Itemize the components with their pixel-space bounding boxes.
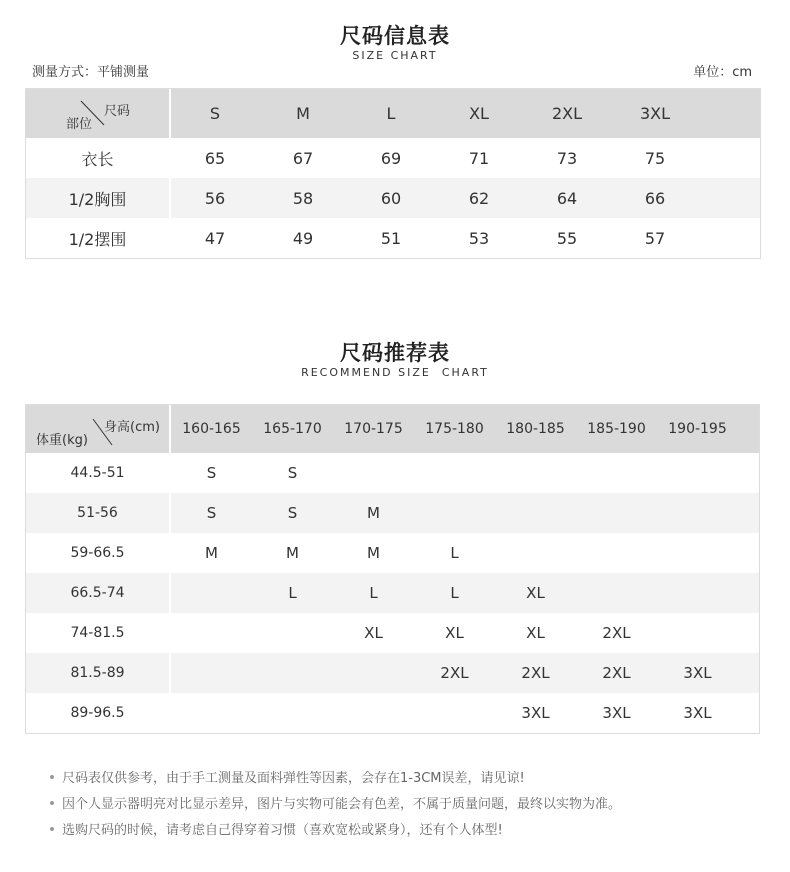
table-cell xyxy=(414,693,495,733)
table-cell xyxy=(657,453,738,493)
corner-top-label: 尺码 xyxy=(104,104,131,119)
table-cell: M xyxy=(205,544,218,562)
note-item xyxy=(50,822,621,848)
row-label: 59-66.5 xyxy=(26,533,171,573)
table-cell xyxy=(495,493,576,533)
table-cell: 73 xyxy=(556,148,578,168)
table-cell: L xyxy=(450,544,459,562)
height-header: 160-165 xyxy=(182,421,241,437)
table-cell: 51 xyxy=(380,228,402,248)
height-header: 190-195 xyxy=(668,421,727,437)
row-label: 66.5-74 xyxy=(26,573,171,613)
corner-bottom-label: 部位 xyxy=(66,117,93,132)
table-cell: 2XL xyxy=(602,624,631,642)
table-cell xyxy=(414,493,495,533)
height-header: 165-170 xyxy=(263,421,322,437)
table-cell: 66 xyxy=(644,188,666,208)
table-cell xyxy=(576,453,657,493)
notes-list xyxy=(50,770,621,848)
table-cell xyxy=(252,653,333,693)
table-cell xyxy=(495,453,576,493)
table-cell: XL xyxy=(364,624,383,642)
size-chart-title: 尺码信息表 xyxy=(340,24,450,48)
table-cell xyxy=(333,653,414,693)
table-cell xyxy=(657,533,738,573)
table-row xyxy=(26,533,759,573)
bullet-icon xyxy=(50,775,54,779)
table-row xyxy=(26,178,760,218)
corner-diagonal xyxy=(26,89,171,138)
table-row xyxy=(26,218,760,258)
table-cell: 53 xyxy=(468,228,490,248)
height-header: 180-185 xyxy=(506,421,565,437)
size-header: S xyxy=(209,104,221,123)
table-cell: 60 xyxy=(380,188,402,208)
height-header: 175-180 xyxy=(425,421,484,437)
table-cell xyxy=(657,493,738,533)
note-item xyxy=(50,770,621,796)
table-cell xyxy=(414,453,495,493)
table-cell: M xyxy=(367,544,380,562)
bullet-icon xyxy=(50,827,54,831)
table-cell: 3XL xyxy=(602,704,631,722)
table-cell: S xyxy=(206,464,217,482)
size-header: M xyxy=(296,104,310,123)
height-header: 185-190 xyxy=(587,421,646,437)
size-header: 3XL xyxy=(639,104,671,123)
row-label: 1/2胸围 xyxy=(26,178,171,218)
table-cell: XL xyxy=(526,624,545,642)
table-cell: XL xyxy=(526,584,545,602)
size-header: 2XL xyxy=(551,104,583,123)
recommend-table xyxy=(25,404,760,734)
size-table-header xyxy=(26,89,760,138)
table-cell: 71 xyxy=(468,148,490,168)
table-cell: S xyxy=(206,504,217,522)
table-cell xyxy=(495,533,576,573)
table-cell xyxy=(576,573,657,613)
table-cell xyxy=(657,613,738,653)
recommend-table-header xyxy=(26,405,759,453)
table-cell: 3XL xyxy=(683,664,712,682)
table-cell: 57 xyxy=(644,228,666,248)
table-cell: 49 xyxy=(292,228,314,248)
table-cell: 75 xyxy=(644,148,666,168)
table-cell: L xyxy=(288,584,297,602)
measure-method: 测量方式：平铺测量 xyxy=(32,65,150,80)
table-cell xyxy=(171,693,252,733)
table-row xyxy=(26,613,759,653)
table-cell: 67 xyxy=(292,148,314,168)
table-row xyxy=(26,493,759,533)
table-cell xyxy=(333,693,414,733)
recommend-table-corner xyxy=(26,405,171,453)
table-cell xyxy=(171,653,252,693)
table-cell: M xyxy=(367,504,380,522)
recommend-chart-title: 尺码推荐表 xyxy=(340,341,450,365)
table-cell: 56 xyxy=(204,188,226,208)
table-cell: 58 xyxy=(292,188,314,208)
table-cell: 62 xyxy=(468,188,490,208)
recommend-chart-subtitle: RECOMMEND SIZE CHART xyxy=(301,366,489,379)
row-label: 51-56 xyxy=(26,493,171,533)
row-label: 89-96.5 xyxy=(26,693,171,733)
table-cell: 3XL xyxy=(683,704,712,722)
table-cell xyxy=(171,613,252,653)
table-cell: XL xyxy=(445,624,464,642)
unit-label: 单位：cm xyxy=(693,65,752,80)
table-cell xyxy=(171,573,252,613)
row-label: 81.5-89 xyxy=(26,653,171,693)
size-header: XL xyxy=(469,104,489,123)
table-cell: 3XL xyxy=(521,704,550,722)
corner-bottom-label: 体重(kg) xyxy=(36,433,88,448)
table-cell: L xyxy=(369,584,378,602)
table-cell: L xyxy=(450,584,459,602)
table-row xyxy=(26,573,759,613)
note-item xyxy=(50,796,621,822)
table-row xyxy=(26,138,760,178)
height-header: 170-175 xyxy=(344,421,403,437)
table-cell: S xyxy=(287,464,298,482)
table-cell: 55 xyxy=(556,228,578,248)
table-cell: M xyxy=(286,544,299,562)
note-text: 因个人显示器明亮对比显示差异，图片与实物可能会有色差，不属于质量问题，最终以实物为准。 xyxy=(62,797,622,812)
size-table xyxy=(25,88,761,259)
table-cell xyxy=(657,573,738,613)
note-text: 尺码表仅供参考，由于手工测量及面料弹性等因素，会存在1-3CM误差，请见谅! xyxy=(62,771,525,786)
table-cell: 47 xyxy=(204,228,226,248)
table-cell: 2XL xyxy=(602,664,631,682)
row-label: 衣长 xyxy=(26,138,171,178)
size-chart-subtitle: SIZE CHART xyxy=(352,49,438,62)
corner-top-label: 身高(cm) xyxy=(104,420,160,435)
table-row xyxy=(26,453,759,493)
table-cell: 2XL xyxy=(440,664,469,682)
size-header: L xyxy=(386,104,396,123)
table-cell xyxy=(333,453,414,493)
table-cell xyxy=(252,613,333,653)
row-label: 1/2摆围 xyxy=(26,218,171,258)
table-row xyxy=(26,653,759,693)
bullet-icon xyxy=(50,801,54,805)
table-cell: 69 xyxy=(380,148,402,168)
table-cell xyxy=(576,533,657,573)
table-row xyxy=(26,693,759,733)
table-cell xyxy=(252,693,333,733)
row-label: 74-81.5 xyxy=(26,613,171,653)
table-cell: 65 xyxy=(204,148,226,168)
row-label: 44.5-51 xyxy=(26,453,171,493)
table-cell xyxy=(576,493,657,533)
table-cell: 2XL xyxy=(521,664,550,682)
size-table-corner xyxy=(26,89,171,138)
table-cell: S xyxy=(287,504,298,522)
note-text: 选购尺码的时候，请考虑自己得穿着习惯（喜欢宽松或紧身），还有个人体型! xyxy=(62,823,503,838)
table-cell: 64 xyxy=(556,188,578,208)
